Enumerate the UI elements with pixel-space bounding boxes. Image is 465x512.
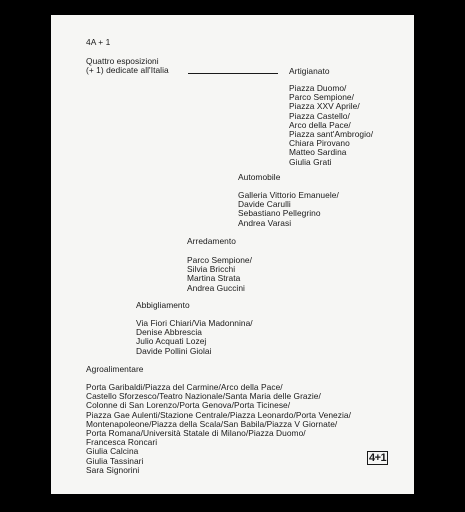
section-list-arredamento bbox=[187, 256, 252, 293]
section-list-artigianato bbox=[289, 84, 373, 167]
list-item: Montenapoleone/Piazza della Scala/San Babila/Piazza V Giornate/ bbox=[86, 418, 338, 429]
intro-line-2: (+ 1) dedicate all'Italia bbox=[86, 65, 169, 75]
list-item: Piazza Castello/ bbox=[289, 110, 350, 121]
list-item: Castello Sforzesco/Teatro Nazionale/Santa Maria delle Grazie/ bbox=[86, 391, 321, 402]
list-item: Piazza XXV Aprile/ bbox=[289, 101, 360, 112]
intro-rule bbox=[188, 73, 278, 74]
section-list-agroalimentare bbox=[86, 383, 351, 475]
list-item: Parco Sempione/ bbox=[289, 92, 354, 103]
list-item: Galleria Vittorio Emanuele/ bbox=[238, 190, 339, 200]
list-item: Arco della Pace/ bbox=[289, 119, 351, 130]
list-item: Colonne di San Lorenzo/Porta Genova/Porta Ticinese/ bbox=[86, 400, 291, 411]
list-item: Giulia Calcina bbox=[86, 446, 139, 457]
list-item: Porta Garibaldi/Piazza del Carmine/Arco della Pace/ bbox=[86, 382, 283, 392]
section-title-arredamento: Arredamento bbox=[187, 236, 236, 246]
list-item: Davide Pollini Giolai bbox=[136, 345, 212, 356]
list-item: Sara Signorini bbox=[86, 464, 140, 475]
section-title-abbigliamento: Abbigliamento bbox=[136, 300, 190, 310]
list-item: Giulia Tassinari bbox=[86, 455, 144, 466]
list-item: Giulia Grati bbox=[289, 156, 332, 167]
section-title-agroalimentare: Agroalimentare bbox=[86, 364, 144, 374]
list-item: Martina Strata bbox=[187, 273, 241, 284]
section-title-automobile: Automobile bbox=[238, 172, 281, 182]
brand-logo bbox=[367, 452, 388, 464]
list-item: Via Fiori Chiari/Via Madonnina/ bbox=[136, 318, 253, 328]
list-item: Piazza Gae Aulenti/Stazione Centrale/Piazza Leonardo/Porta Venezia/ bbox=[86, 409, 352, 420]
list-item: Davide Carulli bbox=[238, 199, 291, 210]
section-list-automobile bbox=[238, 191, 339, 228]
list-item: Matteo Sardina bbox=[289, 147, 347, 158]
list-item: Piazza Duomo/ bbox=[289, 83, 347, 93]
list-item: Francesca Roncari bbox=[86, 437, 158, 448]
intro-line-1: Quattro esposizioni bbox=[86, 56, 159, 66]
section-title-artigianato: Artigianato bbox=[289, 66, 330, 76]
list-item: Silvia Bricchi bbox=[187, 264, 236, 275]
list-item: Andrea Varasi bbox=[238, 217, 292, 228]
header-code: 4A + 1 bbox=[86, 37, 111, 47]
list-item: Andrea Guccini bbox=[187, 282, 245, 293]
list-item: Julio Acquati Lozej bbox=[136, 336, 207, 347]
list-item: Denise Abbrescia bbox=[136, 327, 202, 338]
list-item: Parco Sempione/ bbox=[187, 255, 252, 265]
poster-sheet bbox=[51, 15, 414, 494]
brand-logo-text: 4+1 bbox=[369, 452, 387, 464]
list-item: Porta Romana/Università Statale di Milano/Piazza Duomo/ bbox=[86, 428, 306, 439]
list-item: Piazza sant'Ambrogio/ bbox=[289, 129, 374, 140]
section-list-abbigliamento bbox=[136, 319, 253, 356]
list-item: Sebastiano Pellegrino bbox=[238, 208, 321, 219]
list-item: Chiara Pirovano bbox=[289, 138, 350, 149]
